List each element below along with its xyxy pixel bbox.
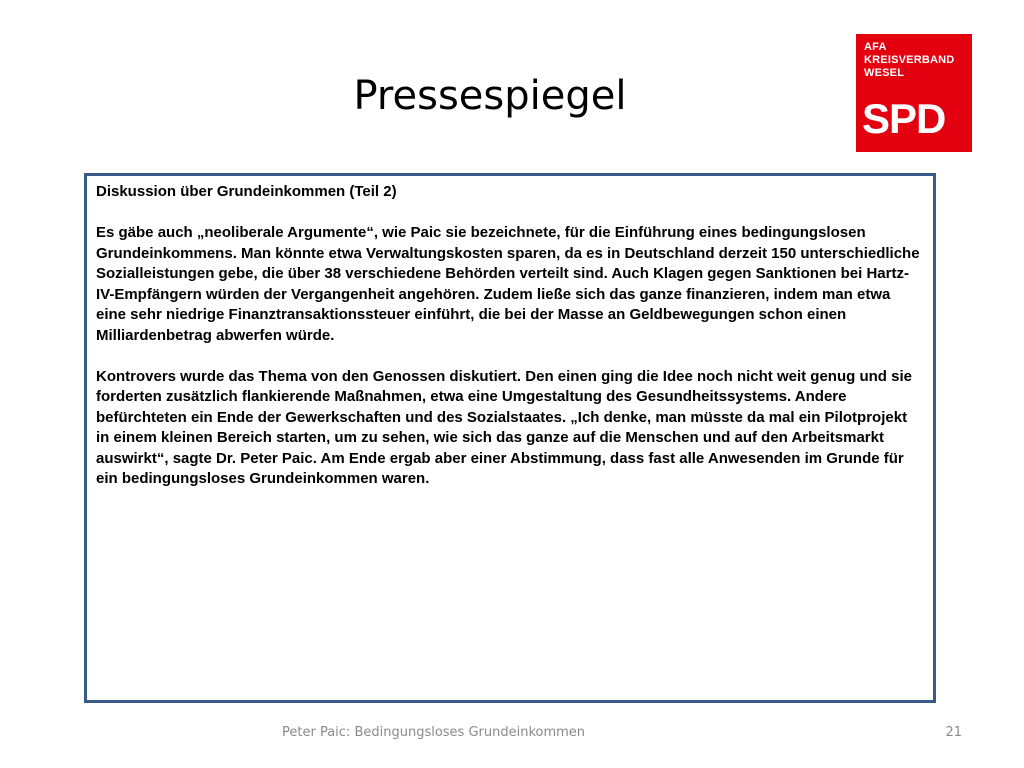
logo-line-1: AFA <box>864 41 887 53</box>
article-paragraph-1: Es gäbe auch „neoliberale Argumente“, wie Paic sie bezeichnete, für die Einführung eines bedingungslosen Grundeinkommens. Man könnte etwa Verwaltungskosten sparen, da es in Deutschland derzeit 150 unterschiedliche Sozialleistungen gebe, die über 38 verschiedene Behörden verteilt sind. Auch Klagen gegen Sanktionen bei Hartz-IV-Empfängern würden der Vergangenheit angehören. Zudem ließe sich das ganze finanzieren, indem man etwa eine sehr niedrige Finanztransaktionssteuer einführt, die bei der Masse an Geldbewegungen schon einen Milliardenbetrag abwerfen würde. <box>96 224 920 344</box>
logo-line-3: WESEL <box>864 67 905 79</box>
logo-line-2: KREISVERBAND <box>864 54 955 66</box>
spd-logo <box>856 34 972 152</box>
article-paragraph-2: Kontrovers wurde das Thema von den Genossen diskutiert. Den einen ging die Idee noch nicht weit genug und sie forderten zusätzlich flankierende Maßnahmen, etwa eine Umgestaltung des Gesundheitssystems. Andere befürchteten ein Ende der Gewerkschaften und des Sozialstaates. „Ich denke, man müsste da mal ein Pilotprojekt in einem kleinen Bereich starten, um zu sehen, wie sich das ganze auf die Menschen und auf den Arbeitsmarkt auswirkt“, sagte Dr. Peter Paic. Am Ende ergab aber einer Abstimmung, dass fast alle Anwesenden im Grunde für ein bedingungsloses Grundeinkommen waren. <box>96 367 912 487</box>
logo-mark: SPD <box>862 95 946 142</box>
article-heading: Diskussion über Grundeinkommen (Teil 2) <box>96 183 397 200</box>
footer-text: Peter Paic: Bedingungsloses Grundeinkommen <box>282 725 586 740</box>
page-number: 21 <box>945 725 962 740</box>
paragraph-spacer <box>96 203 921 224</box>
paragraph-spacer <box>96 346 921 367</box>
article-textbox <box>84 173 936 703</box>
slide-title: Pressespiegel <box>353 73 627 119</box>
